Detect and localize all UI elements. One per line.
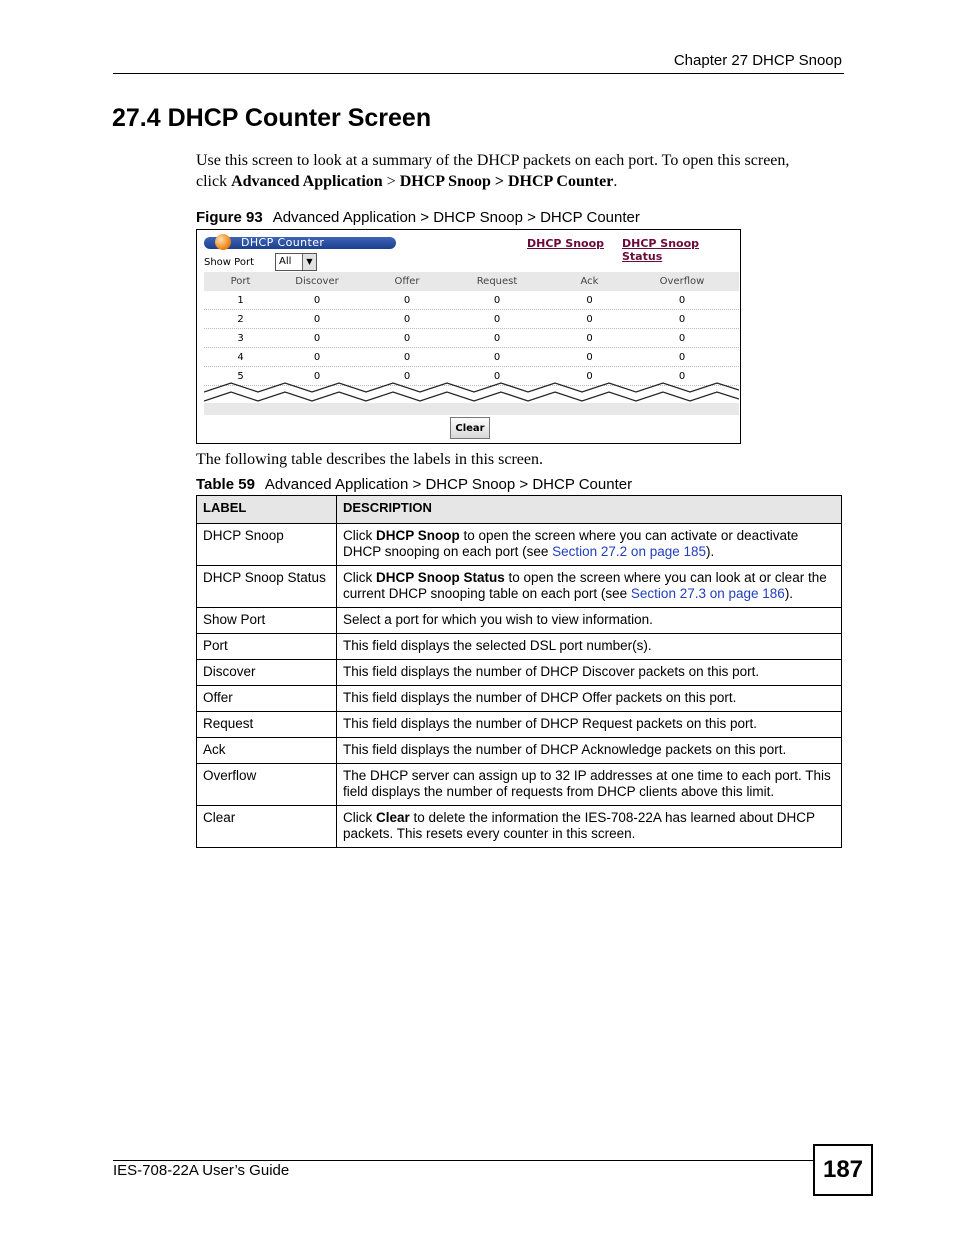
col-port: Port <box>230 276 251 287</box>
intro-path1: Advanced Application <box>231 173 383 190</box>
row-description: The DHCP server can assign up to 32 IP addresses at one time to each port. This field displays the number of requests from DHCP clients above this limit. <box>337 764 842 806</box>
header-rule <box>113 73 844 74</box>
show-port-label: Show Port <box>204 257 254 268</box>
desc-tail: ). <box>784 586 794 601</box>
cell-overflow: 0 <box>678 371 686 382</box>
orb-icon <box>215 234 231 250</box>
table-row <box>197 660 842 686</box>
col-overflow: Overflow <box>659 276 705 287</box>
row-label: Discover <box>197 660 337 686</box>
intro-path2: DHCP Snoop > DHCP Counter <box>399 173 614 190</box>
chapter-header: Chapter 27 DHCP Snoop <box>673 52 842 69</box>
section-xref-link[interactable]: Section 27.3 on page 186 <box>630 586 785 601</box>
intro-sep: > <box>382 173 400 190</box>
cell-offer: 0 <box>403 295 411 306</box>
row-description: This field displays the number of DHCP Offer packets on this port. <box>337 686 842 712</box>
table-header-row <box>197 496 842 524</box>
table-row <box>204 329 739 348</box>
col-offer: Offer <box>394 276 420 287</box>
cell-request: 0 <box>493 314 501 325</box>
cell-discover: 0 <box>313 371 321 382</box>
cell-overflow: 0 <box>678 295 686 306</box>
cell-discover: 0 <box>313 352 321 363</box>
cell-ack: 0 <box>586 352 593 363</box>
cell-offer: 0 <box>403 371 411 382</box>
row-description: This field displays the number of DHCP Acknowledge packets on this port. <box>337 738 842 764</box>
desc-post: to open the screen where you can look at or clear the current DHCP snooping table on each port (see <box>343 570 827 601</box>
cell-overflow: 0 <box>678 352 686 363</box>
clear-button[interactable]: Clear <box>450 417 490 439</box>
cell-offer: 0 <box>403 314 411 325</box>
cell-discover: 0 <box>313 295 321 306</box>
cell-ack: 0 <box>586 314 593 325</box>
row-description: This field displays the number of DHCP Request packets on this port. <box>337 712 842 738</box>
desc-tail: ). <box>706 544 715 559</box>
row-label: DHCP Snoop <box>197 524 337 566</box>
row-description <box>337 806 842 848</box>
cell-discover: 0 <box>313 314 321 325</box>
table-footer-bar <box>204 403 739 415</box>
col-request: Request <box>476 276 518 287</box>
cell-ack: 0 <box>586 371 593 382</box>
cell-ack: 0 <box>586 333 593 344</box>
row-label: Clear <box>197 806 337 848</box>
header-description: DESCRIPTION <box>337 496 842 524</box>
row-label: DHCP Snoop Status <box>197 566 337 608</box>
table-row <box>204 291 739 310</box>
cell-port: 5 <box>237 371 244 382</box>
counter-table <box>204 272 739 386</box>
table-row <box>204 348 739 367</box>
desc-bold: Clear <box>376 810 410 825</box>
cell-request: 0 <box>493 295 501 306</box>
row-label: Show Port <box>197 608 337 634</box>
label-description-table <box>196 495 842 848</box>
table-label: Table 59 <box>196 476 255 493</box>
row-label: Ack <box>197 738 337 764</box>
row-label: Overflow <box>197 764 337 806</box>
figure-caption <box>196 209 640 226</box>
cell-request: 0 <box>493 333 501 344</box>
desc-pre: Click <box>343 528 376 543</box>
figure-label: Figure 93 <box>196 209 263 226</box>
show-port-value: All <box>279 256 292 267</box>
page-number: 187 <box>813 1144 873 1196</box>
table-row <box>197 634 842 660</box>
intro-click: click <box>196 173 232 190</box>
chevron-down-icon[interactable]: ▼ <box>302 254 316 270</box>
row-description: This field displays the number of DHCP Discover packets on this port. <box>337 660 842 686</box>
table-row <box>197 566 842 608</box>
section-xref-link[interactable]: Section 27.2 on page 185 <box>552 544 707 559</box>
intro-line1: Use this screen to look at a summary of the DHCP packets on each port. To open this screen, <box>196 152 790 169</box>
dhcp-snoop-status-link[interactable]: DHCP Snoop Status <box>622 237 700 263</box>
figure-caption-text: Advanced Application > DHCP Snoop > DHCP Counter <box>272 209 640 226</box>
cut-zigzag <box>204 380 739 404</box>
intro-end: . <box>613 173 618 190</box>
desc-bold: DHCP Snoop <box>376 528 460 543</box>
table-row <box>197 524 842 566</box>
row-description <box>337 566 842 608</box>
cell-port: 2 <box>237 314 244 325</box>
table-caption-text: Advanced Application > DHCP Snoop > DHCP Counter <box>264 476 633 493</box>
cell-overflow: 0 <box>678 333 686 344</box>
cell-port: 1 <box>237 295 244 306</box>
intro-paragraph <box>196 150 846 192</box>
table-row <box>197 806 842 848</box>
cell-request: 0 <box>493 352 501 363</box>
table-row <box>197 764 842 806</box>
table-row <box>197 686 842 712</box>
cell-offer: 0 <box>403 352 411 363</box>
cell-port: 3 <box>237 333 244 344</box>
table-row <box>197 738 842 764</box>
row-label: Request <box>197 712 337 738</box>
table-intro: The following table describes the labels in this screen. <box>196 451 544 468</box>
header-label: LABEL <box>197 496 337 524</box>
row-label: Offer <box>197 686 337 712</box>
cell-ack: 0 <box>586 295 593 306</box>
desc-post: to delete the information the IES-708-22A has learned about DHCP packets. This resets every counter in this screen. <box>343 810 815 841</box>
cell-port: 4 <box>237 352 244 363</box>
table-row <box>204 310 739 329</box>
desc-pre: Click <box>343 570 376 585</box>
col-ack: Ack <box>580 276 599 287</box>
table-row <box>197 608 842 634</box>
row-description <box>337 524 842 566</box>
desc-bold: DHCP Snoop Status <box>376 570 505 585</box>
dhcp-counter-screenshot <box>196 229 741 444</box>
col-discover: Discover <box>295 276 339 287</box>
desc-post: to open the screen where you can activate or deactivate DHCP snooping on each port (see <box>343 528 799 559</box>
cell-offer: 0 <box>403 333 411 344</box>
cell-overflow: 0 <box>678 314 686 325</box>
dhcp-snoop-link[interactable]: DHCP Snoop <box>527 237 605 250</box>
row-description: This field displays the selected DSL port number(s). <box>337 634 842 660</box>
show-port-select[interactable] <box>275 253 317 271</box>
table-caption <box>196 476 632 493</box>
row-description: Select a port for which you wish to view information. <box>337 608 842 634</box>
cell-request: 0 <box>493 371 501 382</box>
guide-title: IES-708-22A User’s Guide <box>113 1162 290 1179</box>
cell-discover: 0 <box>313 333 321 344</box>
row-label: Port <box>197 634 337 660</box>
desc-pre: Click <box>343 810 376 825</box>
screen-title: DHCP Counter <box>241 236 325 249</box>
counter-table-header <box>204 272 739 291</box>
section-title: 27.4 DHCP Counter Screen <box>112 104 432 132</box>
footer-rule <box>113 1160 813 1161</box>
table-row <box>197 712 842 738</box>
